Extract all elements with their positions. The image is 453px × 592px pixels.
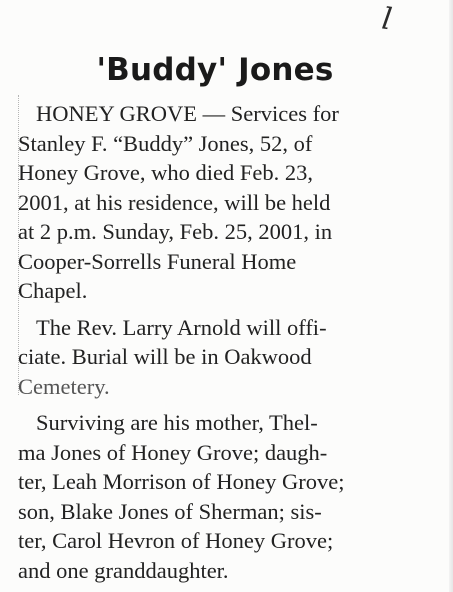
obituary-headline: 'Buddy' Jones — [96, 52, 334, 88]
clipping-edge — [449, 0, 453, 592]
text-line: ma Jones of Honey Grove; daugh- — [18, 439, 328, 465]
text-line: and one granddaughter. — [18, 557, 229, 583]
text-line: Stanley F. “Buddy” Jones, 52, of — [18, 130, 313, 156]
text-line: HONEY GROVE — Services for — [36, 101, 339, 126]
paragraph-officiant — [18, 313, 430, 402]
text-line: son, Blake Jones of Sherman; sis- — [18, 498, 322, 524]
text-line: Cooper-Sorrells Funeral Home — [18, 248, 297, 274]
text-line: at 2 p.m. Sunday, Feb. 25, 2001, in — [18, 219, 333, 244]
obituary-body — [18, 99, 430, 592]
text-line: Surviving are his mother, Thel- — [36, 410, 318, 435]
text-line: ciate. Burial will be in Oakwood — [18, 344, 312, 369]
text-line: ter, Leah Morrison of Honey Grove; — [18, 469, 345, 494]
text-line: Chapel. — [18, 278, 88, 303]
text-line: ter, Carol Hevron of Honey Grove; — [18, 528, 334, 553]
text-line: Honey Grove, who died Feb. 23, — [18, 160, 313, 185]
handwritten-margin-mark: l — [379, 1, 394, 38]
paragraph-survivors — [18, 408, 430, 585]
text-line: Cemetery. — [18, 373, 110, 399]
text-line: The Rev. Larry Arnold will offi- — [36, 314, 327, 340]
text-line: 2001, at his residence, will be held — [18, 189, 331, 215]
paragraph-services — [18, 99, 430, 306]
